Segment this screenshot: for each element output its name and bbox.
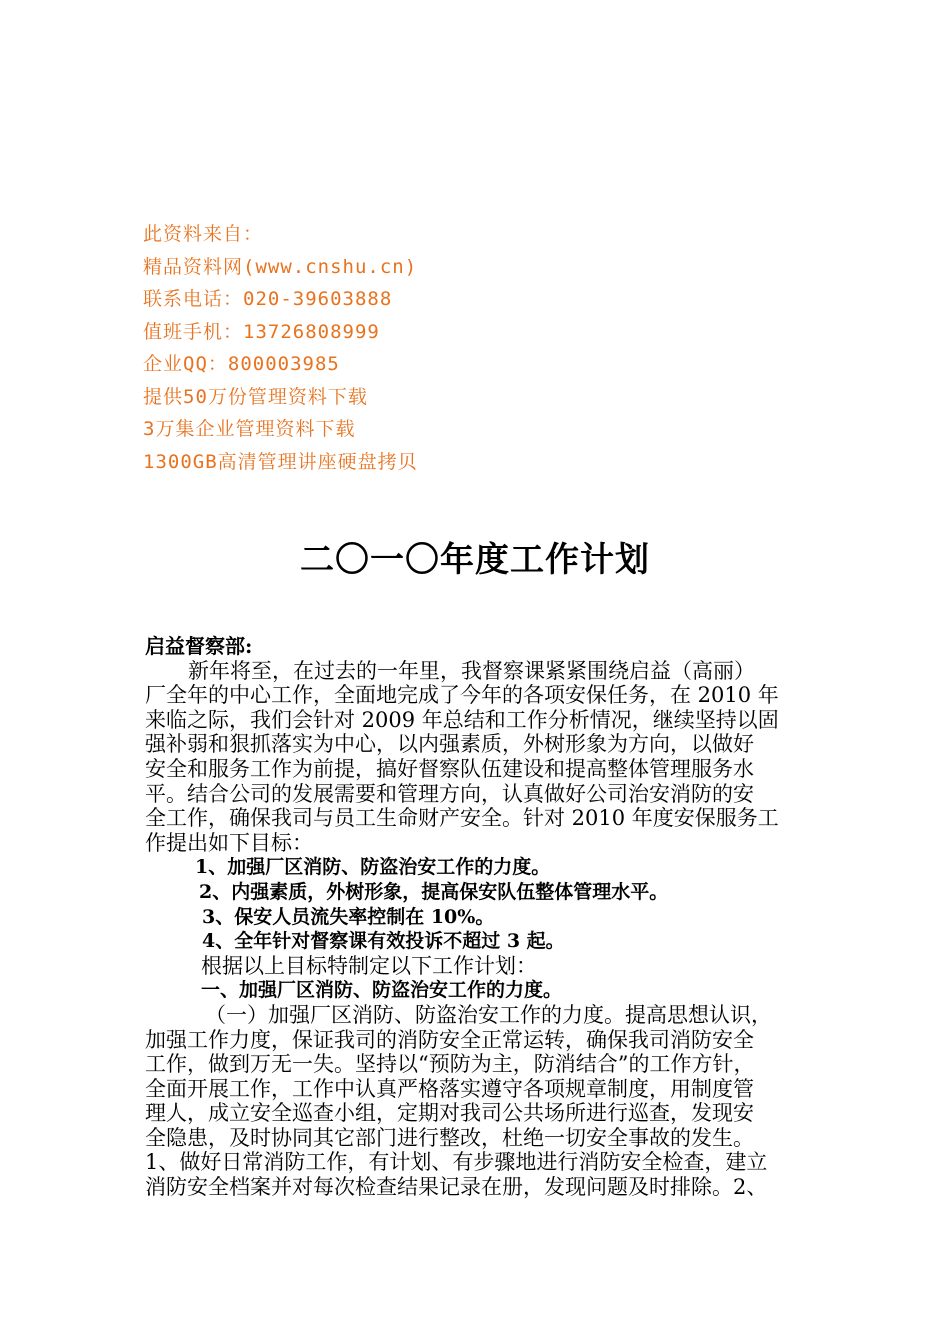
source-line: 1300GB高清管理讲座硬盘拷贝 (143, 450, 418, 473)
paragraph-line: （一）加强厂区消防、防盗治安工作的力度。提高思想认识， (205, 1002, 772, 1027)
paragraph-line: 平。结合公司的发展需要和管理方向，认真做好公司治安消防的安 (145, 781, 754, 806)
paragraph-line: 厂全年的中心工作，全面地完成了今年的各项安保任务，在 2010 年 (145, 683, 779, 708)
document-body (145, 634, 815, 1200)
paragraph-line: 安全和服务工作为前提，搞好督察队伍建设和提高整体管理服务水 (145, 756, 754, 781)
section-heading: 一、加强厂区消防、防盗治安工作的力度。 (201, 979, 563, 1002)
paragraph-line: 理人，成立安全巡查小组，定期对我司公共场所进行巡查，发现安 (145, 1101, 754, 1126)
plan-intro: 根据以上目标特制定以下工作计划： (201, 953, 537, 978)
goal-item: 1、加强厂区消防、防盗治安工作的力度。 (195, 856, 551, 879)
paragraph-line: 新年将至，在过去的一年里，我督察课紧紧围绕启益（高丽） (188, 658, 755, 683)
goal-item: 4、全年针对督察课有效投诉不超过 3 起。 (202, 930, 565, 953)
paragraph-line: 作提出如下目标： (145, 830, 313, 855)
recipient-heading: 启益督察部: (145, 634, 253, 658)
source-line: 3万集企业管理资料下载 (143, 418, 356, 440)
paragraph-line: 全面开展工作，工作中认真严格落实遵守各项规章制度，用制度管 (145, 1076, 754, 1101)
source-line: 值班手机：13726808999 (143, 320, 380, 343)
source-info-block (143, 218, 743, 478)
paragraph-line: 强补弱和狠抓落实为中心，以内强素质，外树形象为方向，以做好 (145, 732, 754, 757)
paragraph-line: 加强工作力度，保证我司的消防安全正常运转，确保我司消防安全 (145, 1027, 754, 1052)
goal-item: 3、保安人员流失率控制在 10%。 (202, 905, 495, 928)
source-line: 精品资料网(www.cnshu.cn) (143, 255, 418, 278)
paragraph-line: 来临之际，我们会针对 2009 年总结和工作分析情况，继续坚持以固 (145, 707, 779, 732)
source-line: 企业QQ：800003985 (143, 353, 340, 375)
document-title: 二〇一〇年度工作计划 (300, 540, 650, 580)
paragraph-line: 全隐患，及时协同其它部门进行整改，杜绝一切安全事故的发生。 (145, 1125, 754, 1150)
goal-item: 2、内强素质，外树形象，提高保安队伍整体管理水平。 (199, 880, 669, 903)
paragraph-line: 工作，做到万无一失。坚持以“预防为主，防消结合”的工作方针， (145, 1052, 755, 1077)
paragraph-line: 消防安全档案并对每次检查结果记录在册，发现问题及时排除。2、 (145, 1175, 768, 1200)
paragraph-line: 全工作，确保我司与员工生命财产安全。针对 2010 年度安保服务工 (145, 806, 779, 831)
source-line: 提供50万份管理资料下载 (143, 385, 368, 408)
source-line: 联系电话：020-39603888 (143, 288, 393, 310)
source-line: 此资料来自： (143, 223, 264, 245)
paragraph-line: 1、做好日常消防工作，有计划、有步骤地进行消防安全检查，建立 (145, 1150, 768, 1175)
